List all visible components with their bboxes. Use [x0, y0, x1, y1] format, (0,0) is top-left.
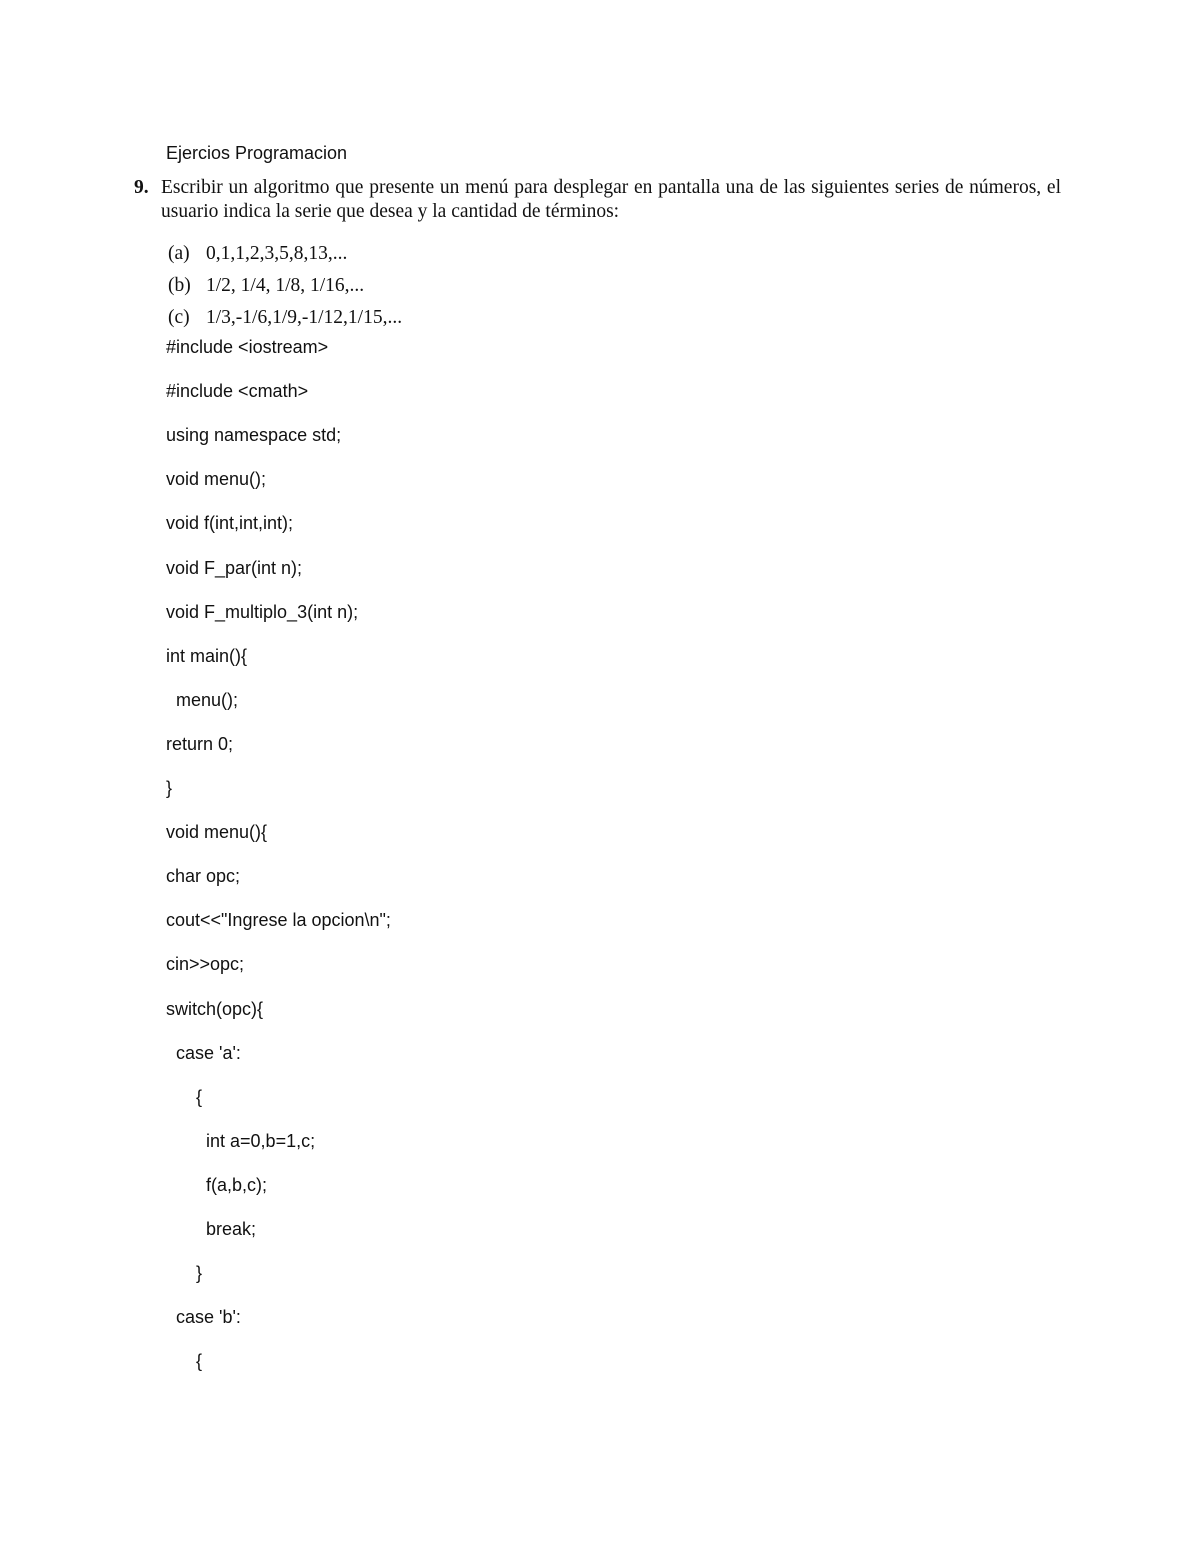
code-line: return 0;	[166, 733, 234, 754]
series-item-c	[168, 306, 402, 330]
series-value: 0,1,1,2,3,5,8,13,...	[206, 243, 348, 264]
code-line: case 'a':	[166, 1042, 241, 1063]
code-line: void menu(){	[166, 822, 268, 843]
code-line: f(a,b,c);	[166, 1174, 268, 1195]
code-line: case 'b':	[166, 1307, 241, 1328]
series-label: (a)	[168, 243, 190, 264]
series-label: (b)	[168, 275, 191, 296]
code-line: switch(opc){	[166, 998, 264, 1019]
problem-number: 9.	[134, 177, 149, 198]
code-line: menu();	[166, 689, 239, 710]
code-line: cout<<"Ingrese la opcion\n";	[166, 910, 391, 931]
series-label: (c)	[168, 307, 190, 328]
code-line: int main(){	[166, 645, 248, 666]
code-line: {	[166, 1351, 203, 1372]
code-line: #include <cmath>	[166, 381, 309, 402]
code-line: char opc;	[166, 866, 241, 887]
code-line: cin>>opc;	[166, 954, 245, 975]
code-line: using namespace std;	[166, 425, 342, 446]
series-value: 1/3,-1/6,1/9,-1/12,1/15,...	[206, 307, 403, 328]
code-line: {	[166, 1086, 203, 1107]
document-title: Ejercios Programacion	[166, 143, 348, 163]
code-line: void F_multiplo_3(int n);	[166, 601, 359, 622]
code-line: int a=0,b=1,c;	[166, 1130, 316, 1151]
code-line: #include <iostream>	[166, 337, 329, 357]
code-line: }	[166, 1263, 203, 1284]
code-line: break;	[166, 1219, 257, 1239]
problem-text: Escribir un algoritmo que presente un menú para desplegar en pantalla una de las siguientes series de números, el usuario indica la serie que desea y la cantidad de términos:	[161, 177, 1061, 222]
series-value: 1/2, 1/4, 1/8, 1/16,...	[206, 275, 365, 296]
code-line: void menu();	[166, 469, 267, 490]
code-line: void f(int,int,int);	[166, 513, 294, 534]
code-line: void F_par(int n);	[166, 557, 303, 578]
series-item-b	[168, 274, 364, 298]
code-line: }	[166, 778, 173, 798]
series-item-a	[168, 242, 347, 266]
